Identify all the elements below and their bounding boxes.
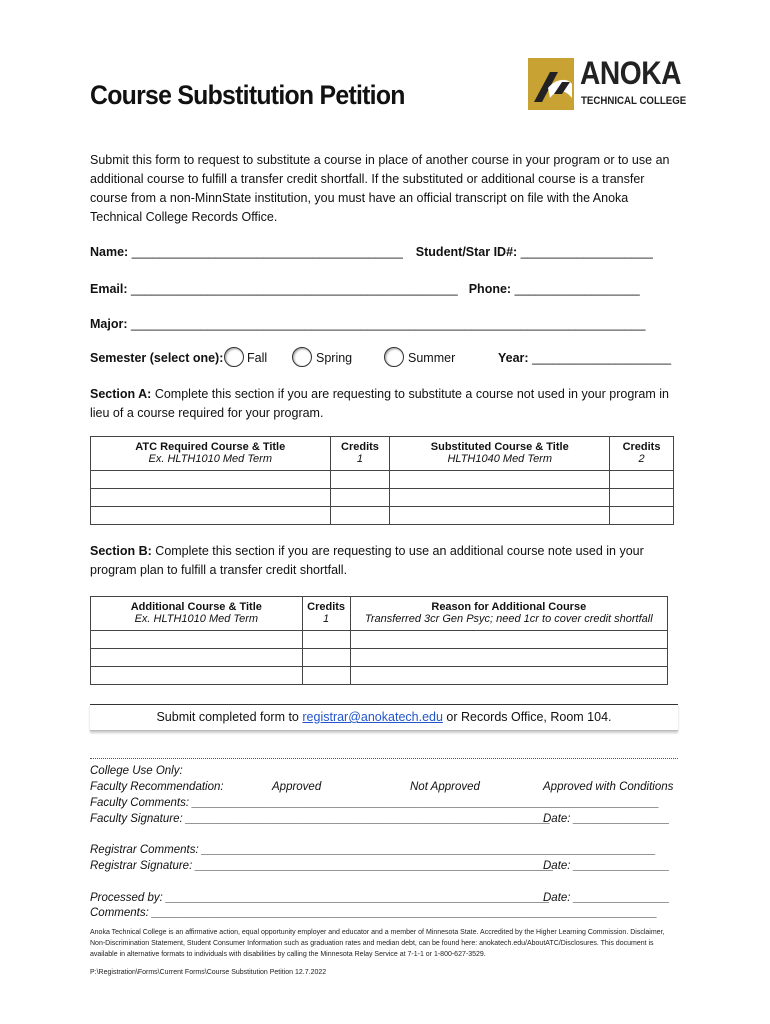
- registrar-comments-field: Registrar Comments: _______________________________________________________________________: [90, 844, 656, 856]
- example-text: 2: [638, 453, 645, 465]
- faculty-comments-field: Faculty Comments: _________________________________________________________________________: [90, 797, 660, 809]
- example-text: Transferred 3cr Gen Psyc; need 1cr to cover credit shortfall: [364, 613, 653, 625]
- example-text: Ex. HLTH1010 Med Term: [148, 453, 272, 465]
- registrar-signature-field: Registrar Signature: ________________________________________________________: [90, 860, 554, 872]
- divider: [90, 758, 678, 759]
- example-text: 1: [356, 453, 364, 465]
- table-row[interactable]: [91, 507, 674, 525]
- email-label: Email:: [90, 282, 128, 296]
- section-b-text: [90, 542, 680, 580]
- email-row: [90, 282, 640, 296]
- section-a-label: Section A:: [90, 387, 152, 401]
- student-id-label: Student/Star ID#:: [415, 245, 518, 259]
- major-row: [90, 317, 645, 331]
- section-b-desc: Complete this section if you are requesting to use an additional course note used in your program plan to fulfill a transfer credit shortfall.: [90, 544, 644, 577]
- section-a-text: [90, 385, 680, 423]
- table-header-cell: Substituted Course & Title HLTH1040 Med Term: [390, 437, 610, 471]
- radio-spring[interactable]: [292, 347, 312, 367]
- name-label: Name:: [90, 245, 129, 259]
- submit-text-after: or Records Office, Room 104.: [442, 710, 612, 724]
- table-header-cell: ATC Required Course & Title Ex. HLTH1010 Med Term: [91, 437, 331, 471]
- year-row: [498, 351, 671, 365]
- table-row[interactable]: [91, 631, 668, 649]
- section-b-table: [90, 596, 668, 685]
- table-row[interactable]: [91, 667, 668, 685]
- table-header-cell: Credits 1: [330, 437, 390, 471]
- approved-conditions-option: Approved with Conditions: [543, 781, 674, 793]
- major-label: Major:: [90, 317, 128, 331]
- approved-option: Approved: [272, 781, 322, 793]
- example-text: 1: [323, 613, 330, 625]
- college-logo: [528, 55, 687, 112]
- registrar-email-link[interactable]: registrar@anokatech.edu: [302, 710, 443, 724]
- radio-fall[interactable]: [224, 347, 244, 367]
- table-row[interactable]: [91, 489, 674, 507]
- email-field[interactable]: _______________________________________________: [131, 282, 458, 296]
- anoka-logo-icon: [528, 58, 574, 110]
- registrar-date-field: Date: _______________: [543, 860, 670, 872]
- table-row[interactable]: [91, 471, 674, 489]
- table-header-row: [91, 597, 668, 631]
- logo-wordmark: ANOKA: [580, 55, 682, 91]
- table-header-cell: Credits 2: [610, 437, 674, 471]
- radio-fall-label: Fall: [247, 351, 268, 365]
- table-row[interactable]: [91, 649, 668, 667]
- radio-summer[interactable]: [384, 347, 404, 367]
- student-id-field[interactable]: ___________________: [520, 245, 653, 259]
- file-path: P:\Registration\Forms\Current Forms\Course Substitution Petition 12.7.2022: [90, 969, 327, 976]
- table-header-cell: Additional Course & Title Ex. HLTH1010 Med Term: [91, 597, 303, 631]
- example-text: HLTH1040 Med Term: [447, 453, 553, 465]
- phone-label: Phone:: [468, 282, 512, 296]
- table-header-row: [91, 437, 674, 471]
- phone-field[interactable]: __________________: [514, 282, 640, 296]
- year-label: Year:: [498, 351, 529, 365]
- not-approved-option: Not Approved: [410, 781, 480, 793]
- logo-subtitle: TECHNICAL COLLEGE: [581, 95, 687, 107]
- processed-by-field: Processed by: ____________________________________________________________: [90, 892, 550, 904]
- radio-spring-label: Spring: [316, 351, 353, 365]
- comments-field: Comments: _______________________________________________________________________________: [90, 907, 658, 919]
- faculty-recommendation-label: Faculty Recommendation:: [90, 781, 224, 793]
- year-field[interactable]: ____________________: [532, 351, 672, 365]
- example-text: Ex. HLTH1010 Med Term: [134, 613, 259, 625]
- page-title: Course Substitution Petition: [90, 80, 405, 110]
- table-header-cell: Reason for Additional Course Transferred 3cr Gen Psyc; need 1cr to cover credit shortfall: [350, 597, 667, 631]
- submit-instructions: [90, 704, 678, 731]
- semester-label: Semester (select one):: [90, 351, 224, 365]
- section-a-table: [90, 436, 674, 525]
- submit-text-before: Submit completed form to: [156, 710, 303, 724]
- processed-date-field: Date: _______________: [543, 892, 670, 904]
- faculty-signature-field: Faculty Signature: _________________________________________________________: [90, 813, 551, 825]
- major-field[interactable]: __________________________________________________________________________: [130, 317, 646, 331]
- disclaimer-text: Anoka Technical College is an affirmative action, equal opportunity employer and educator and a member of Minnesota State. Accredited by the Higher Learning Commission. Disclaimer, Non-Discrimination Statement, Student Consumer Information such as graduation rates and median debt, can be found here: anokatech.edu/AboutATC/Disclosures. This document is available in alternative formats to individuals with disabilities by calling the Minnesota Relay Service at 7-1-1 or 1-800-627-3529.: [90, 929, 665, 958]
- faculty-date-field: Date: _______________: [543, 813, 670, 825]
- radio-summer-label: Summer: [408, 351, 456, 365]
- section-b-label: Section B:: [90, 544, 152, 558]
- college-use-heading: College Use Only:: [90, 765, 183, 777]
- intro-text: Submit this form to request to substitute a course in place of another course in your program or to use an additional course to fulfill a transfer credit shortfall. If the substituted or additional course is a transfer course from a non-MinnState institution, you must have an official transcript on file with the Anoka Technical College Records Office.: [90, 153, 670, 224]
- name-field[interactable]: _______________________________________: [131, 245, 403, 259]
- table-header-cell: Credits 1: [302, 597, 350, 631]
- name-row: [90, 245, 653, 259]
- section-a-desc: Complete this section if you are requesting to substitute a course not used in your program in lieu of a course required for your program.: [90, 387, 669, 420]
